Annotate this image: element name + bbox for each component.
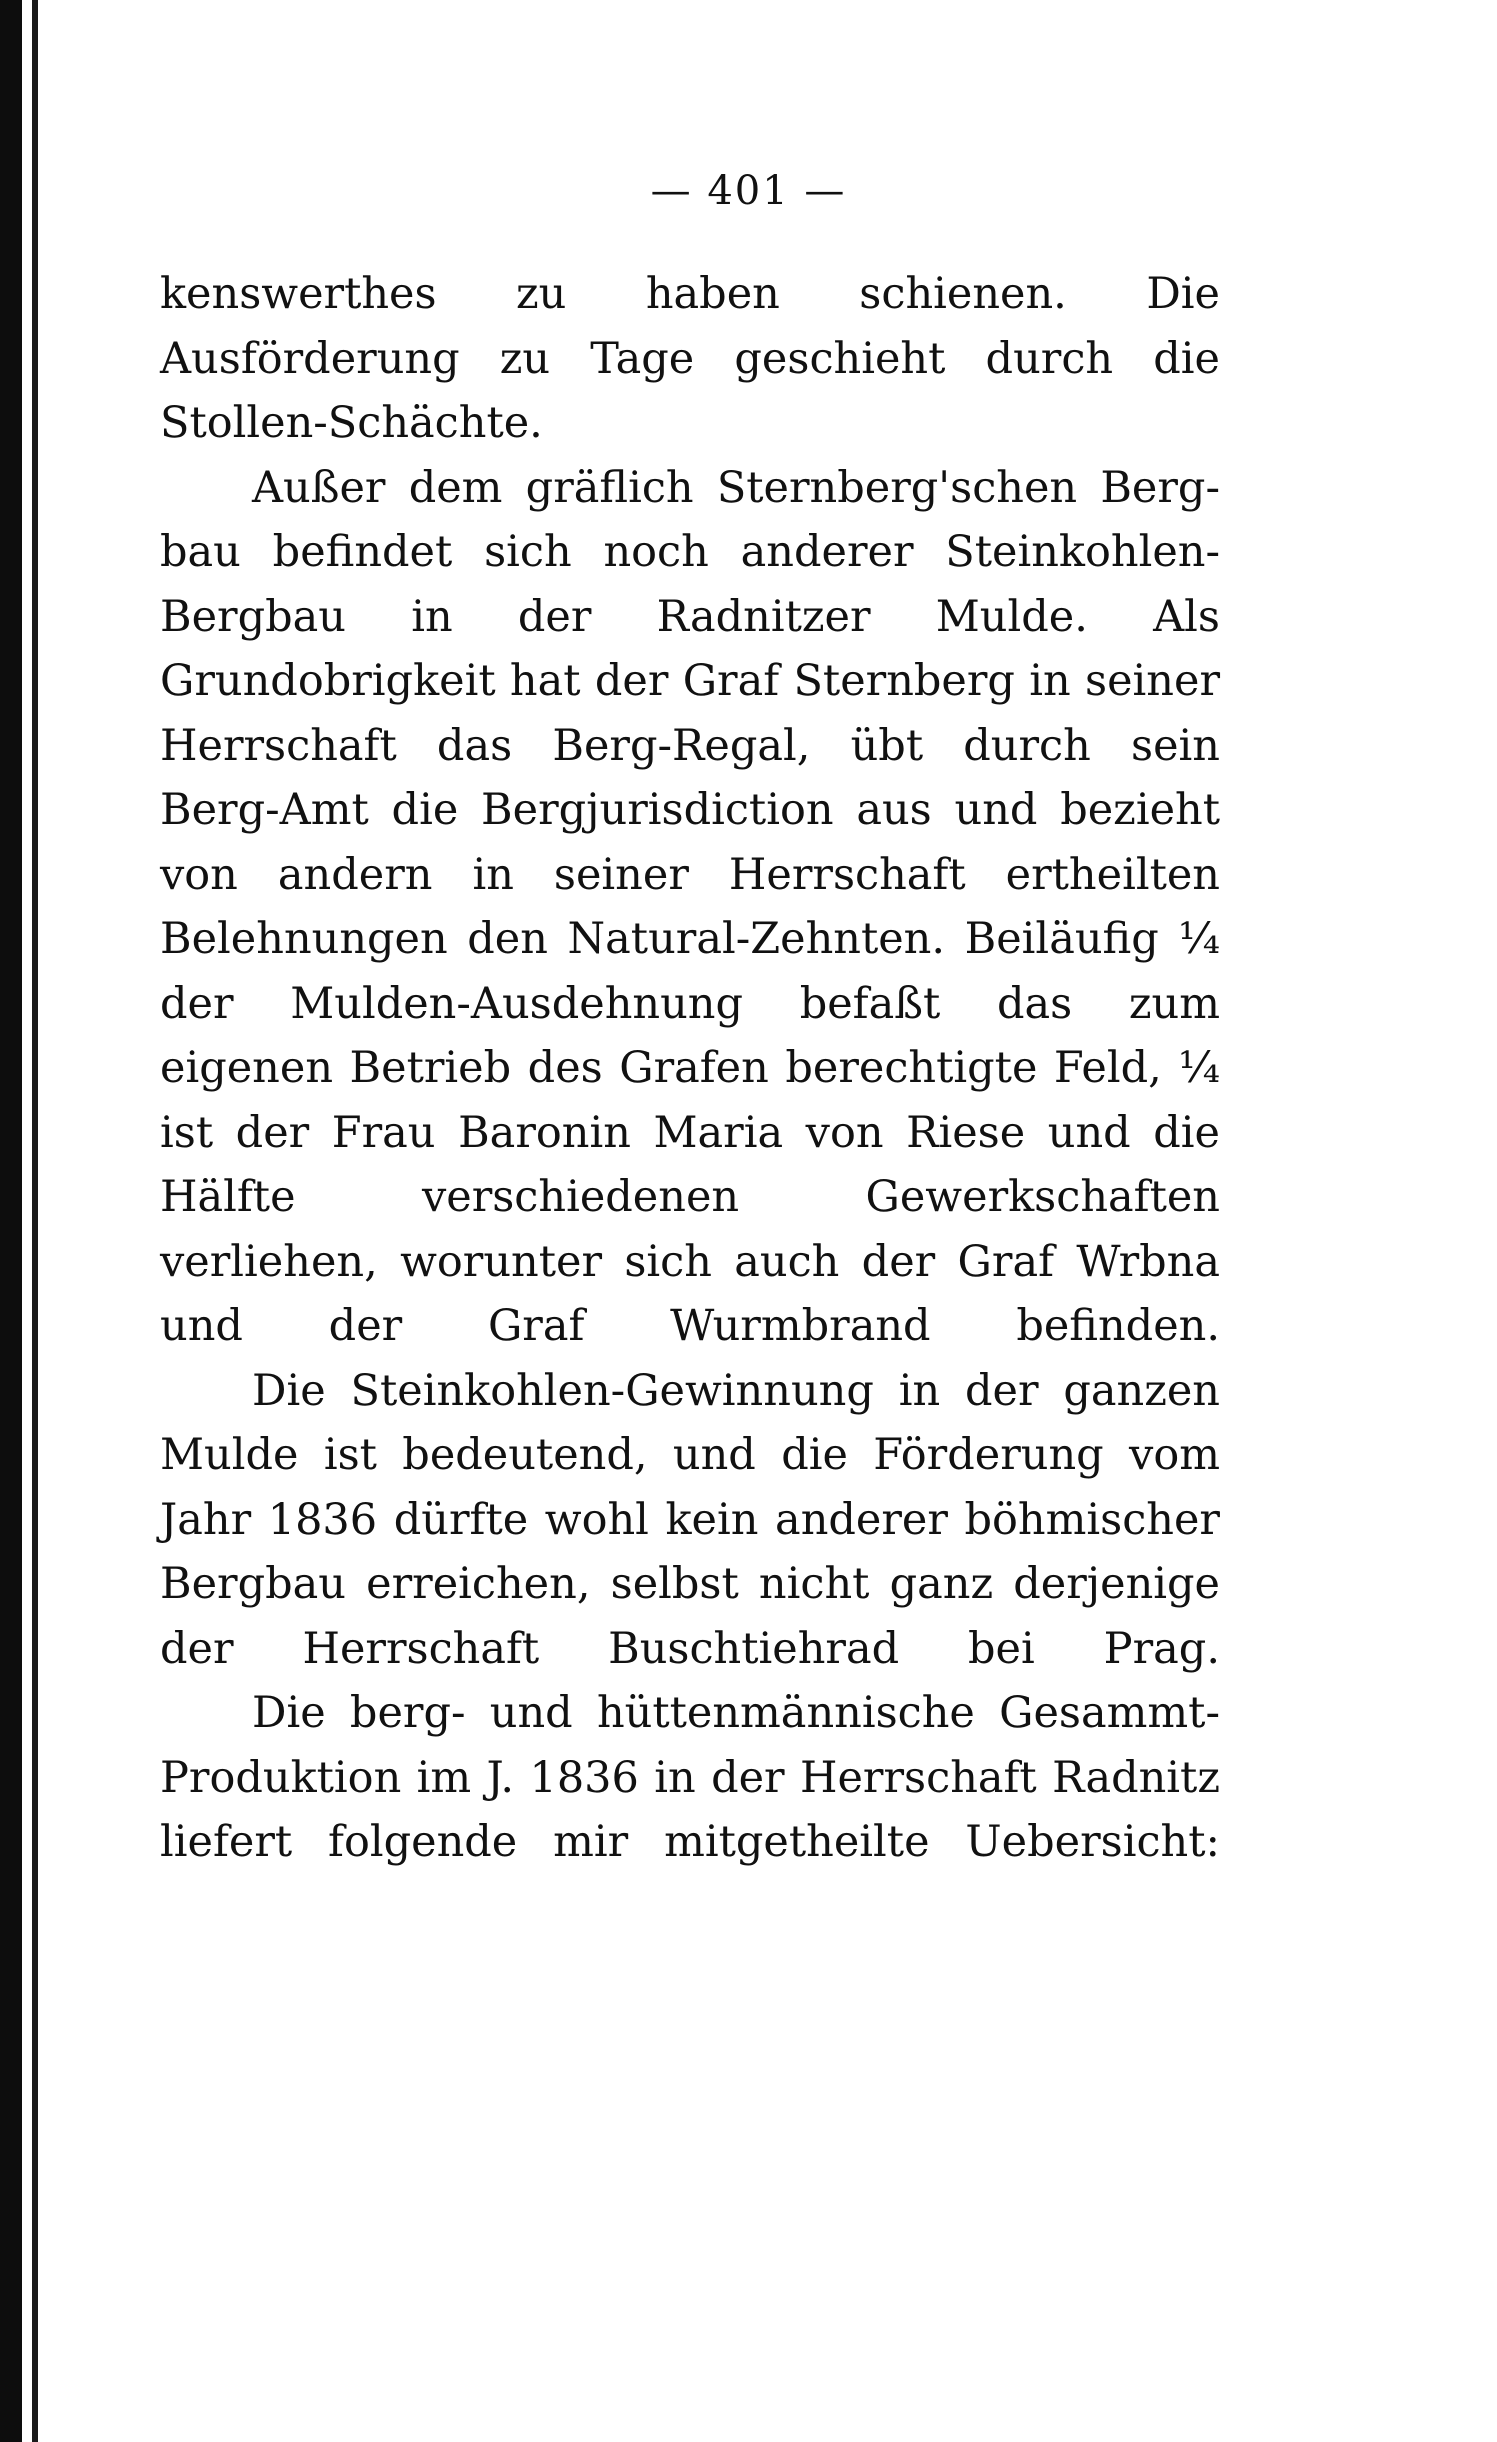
paragraph-1: kenswerthes zu haben schienen. Die Ausförderung zu Tage geschieht durch die Stollen-Schächte. xyxy=(160,269,1220,448)
body-text xyxy=(160,262,1220,1875)
spine-edge-line xyxy=(32,0,38,2442)
book-spine-shadow xyxy=(0,0,22,2442)
paragraph-2: Außer dem gräflich Sternberg'schen Berg-bau befindet sich noch anderer Steinkohlen-Bergbau in der Radnitzer Mulde. Als Grundobrigkeit hat der Graf Sternberg in seiner Herrschaft das Berg-Regal, übt durch sein Berg-Amt die Bergjurisdiction aus und bezieht von andern in seiner Herrschaft ertheilten Belehnungen den Natural-Zehnten. Beiläufig ¼ der Mulden-Ausdehnung befaßt das zum eigenen Betrieb des Grafen berechtigte Feld, ¼ ist der Frau Baronin Maria von Riese und die Hälfte verschiedenen Gewerkschaften verliehen, worunter sich auch der Graf Wrbna und der Graf Wurmbrand befinden. xyxy=(160,462,1220,1351)
page-number: — 401 — xyxy=(650,168,847,214)
spine-gap xyxy=(22,0,32,2442)
paragraph-3: Die Steinkohlen-Gewinnung in der ganzen Mulde ist bedeutend, und die Förderung vom Jahr 1836 dürfte wohl kein anderer böhmischer Bergbau erreichen, selbst nicht ganz derjenige der Herrschaft Buschtiehrad bei Prag. xyxy=(160,1365,1220,1674)
paragraph-4: Die berg- und hüttenmännische Gesammt-Produktion im J. 1836 in der Herrschaft Radnitz liefert folgende mir mitgetheilte Uebersicht: xyxy=(160,1688,1220,1867)
